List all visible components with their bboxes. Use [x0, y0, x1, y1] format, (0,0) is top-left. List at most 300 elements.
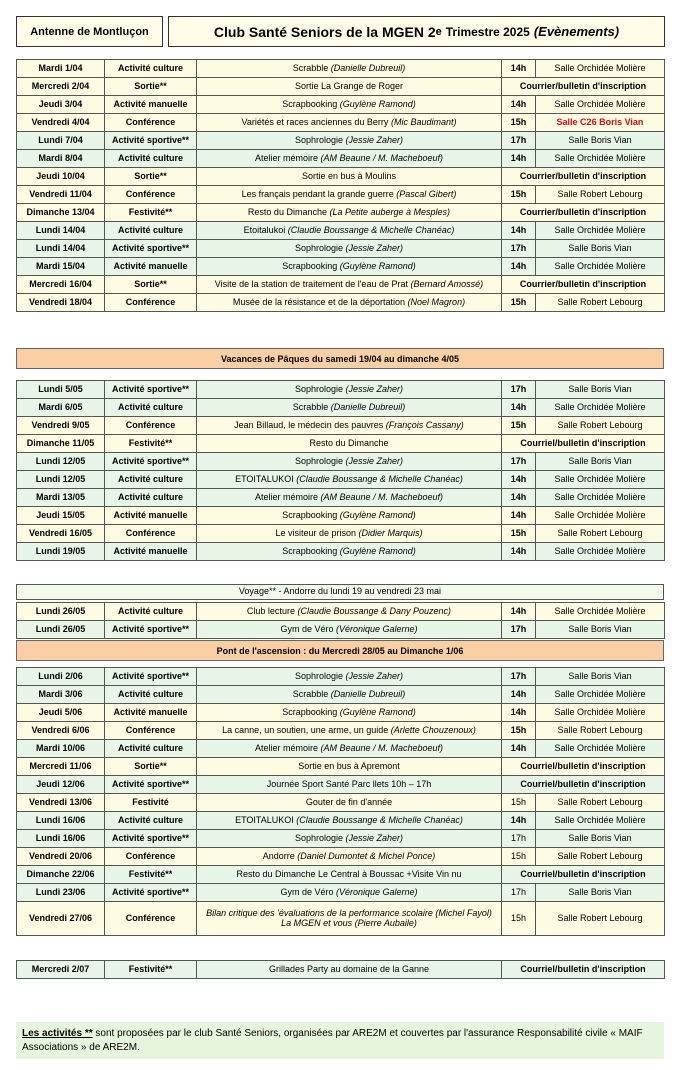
- row-activity: [197, 150, 502, 168]
- activity-title: Scrabble: [292, 401, 329, 412]
- row-activity: [197, 399, 502, 417]
- row-activity: [197, 686, 502, 704]
- activity-host: (Claudie Boussange & Michelle Chanéac): [296, 473, 463, 484]
- table-row: [17, 168, 665, 186]
- activity-title: Sophrologie: [294, 242, 343, 253]
- row-category: Conférence: [105, 417, 197, 435]
- activity-title: Sortie en bus à Moulins: [301, 170, 397, 181]
- row-time: 17h: [502, 453, 536, 471]
- activity-title: Variétés et races anciennes du Berry: [241, 116, 389, 127]
- table-row: [17, 621, 665, 639]
- row-day: Mardi 13/05: [17, 489, 105, 507]
- row-category: Activité culture: [105, 489, 197, 507]
- activity-title: Etoitalukoi: [243, 224, 286, 235]
- table-row: [17, 902, 665, 936]
- row-day: Vendredi 13/06: [17, 794, 105, 812]
- activity-title: Musée de la résistance et de la déportation: [232, 296, 406, 307]
- row-activity: [197, 258, 502, 276]
- row-time: 14h: [502, 686, 536, 704]
- row-category: Conférence: [105, 848, 197, 866]
- row-activity: [197, 114, 502, 132]
- table-row: [17, 276, 665, 294]
- row-category: Activité culture: [105, 686, 197, 704]
- row-category: Conférence: [105, 525, 197, 543]
- table-row: [17, 240, 665, 258]
- activity-host: (AM Beaune / M. Macheboeuf): [320, 491, 444, 502]
- activity-title: ETOITALUKOI: [235, 473, 294, 484]
- activity-title: Sophrologie: [294, 134, 343, 145]
- row-time: 14h: [502, 740, 536, 758]
- row-category: Activité sportive**: [105, 668, 197, 686]
- row-place: Salle Boris Vian: [536, 132, 665, 150]
- row-place: Salle Robert Lebourg: [536, 294, 665, 312]
- footer-bold: Les activités **: [22, 1028, 93, 1039]
- row-place: Salle Robert Lebourg: [536, 848, 665, 866]
- row-time: 15h: [502, 114, 536, 132]
- row-place: Salle Boris Vian: [536, 240, 665, 258]
- row-activity: [197, 776, 502, 794]
- table-row: [17, 722, 665, 740]
- row-day: Mardi 10/06: [17, 740, 105, 758]
- row-activity: [197, 186, 502, 204]
- row-day: Mardi 8/04: [17, 150, 105, 168]
- activity-host: (Guylène Ramond): [339, 98, 416, 109]
- table-row: [17, 758, 665, 776]
- activity-title: Scrabble: [292, 62, 329, 73]
- row-activity: [197, 417, 502, 435]
- activity-host: (Danielle Dubreuil): [330, 62, 406, 73]
- row-place: Salle Orchidée Molière: [536, 812, 665, 830]
- row-day: Lundi 16/06: [17, 830, 105, 848]
- activity-host: (Véronique Galerne): [336, 623, 418, 634]
- row-day: Lundi 16/06: [17, 812, 105, 830]
- row-day: Dimanche 22/06: [17, 866, 105, 884]
- activity-title: Sophrologie: [294, 383, 343, 394]
- row-activity: [197, 758, 502, 776]
- row-day: Jeudi 10/04: [17, 168, 105, 186]
- row-place: Salle Robert Lebourg: [536, 417, 665, 435]
- row-place: Salle Robert Lebourg: [536, 902, 665, 936]
- row-activity: [197, 78, 502, 96]
- row-category: Conférence: [105, 186, 197, 204]
- row-time: 14h: [502, 543, 536, 561]
- row-activity: [197, 603, 502, 621]
- activity-title: Scrabble: [292, 688, 329, 699]
- row-time: 14h: [502, 222, 536, 240]
- row-day: Vendredi 16/05: [17, 525, 105, 543]
- row-activity: [197, 96, 502, 114]
- row-time: 14h: [502, 399, 536, 417]
- row-day: Mardi 1/04: [17, 60, 105, 78]
- row-activity: [197, 240, 502, 258]
- row-category: Activité sportive**: [105, 884, 197, 902]
- row-place: Salle Boris Vian: [536, 453, 665, 471]
- title-events: (Evènements): [533, 24, 620, 39]
- row-time: 14h: [502, 704, 536, 722]
- row-activity: [197, 543, 502, 561]
- activity-title: Scrapbooking: [282, 98, 338, 109]
- row-registration: Courrier/bulletin d'inscription: [502, 204, 665, 222]
- row-day: Mercredi 11/06: [17, 758, 105, 776]
- row-activity: [197, 525, 502, 543]
- row-time: 14h: [502, 603, 536, 621]
- row-place: Salle C26 Boris Vian: [536, 114, 665, 132]
- row-category: Conférence: [105, 902, 197, 936]
- footer-text: sont proposées par le club Santé Seniors, organisées par ARE2M et couvertes par l'assurance Responsabilité civile « MAIF Associations » de ARE2M.: [22, 1028, 643, 1053]
- table-row: [17, 471, 665, 489]
- activity-title: Sophrologie: [294, 670, 343, 681]
- activity-host: (Mic Baudimant): [390, 116, 457, 127]
- row-category: Activité culture: [105, 812, 197, 830]
- table-row: [17, 453, 665, 471]
- activity-title: Sortie La Grange de Roger: [294, 80, 404, 91]
- row-registration: Courriel/bulletin d'inscription: [502, 758, 665, 776]
- table-row: [17, 132, 665, 150]
- activity-title: Atelier mémoire: [254, 491, 318, 502]
- table-row: [17, 866, 665, 884]
- activity-host: (Jessie Zaher): [345, 383, 404, 394]
- activity-host: (Danielle Dubreuil): [330, 401, 406, 412]
- row-day: Mercredi 16/04: [17, 276, 105, 294]
- row-place: Salle Boris Vian: [536, 884, 665, 902]
- row-time: 14h: [502, 489, 536, 507]
- row-place: Salle Orchidée Molière: [536, 258, 665, 276]
- row-category: Activité culture: [105, 222, 197, 240]
- row-category: Activité culture: [105, 740, 197, 758]
- activity-host: (La Petite auberge à Mesples): [329, 206, 451, 217]
- row-activity: [197, 507, 502, 525]
- row-place: Salle Orchidée Molière: [536, 704, 665, 722]
- footer-note: [16, 1022, 664, 1059]
- row-registration: Courrier/bulletin d'inscription: [502, 78, 665, 96]
- activity-line-1: Bilan critique des 'évaluations de la performance scolaire (Michel Fayol): [206, 908, 492, 919]
- row-activity: [197, 848, 502, 866]
- row-category: Activité manuelle: [105, 96, 197, 114]
- row-day: Lundi 7/04: [17, 132, 105, 150]
- row-time: 17h: [502, 884, 536, 902]
- row-place: Salle Boris Vian: [536, 381, 665, 399]
- activity-title: Gouter de fin d'année: [305, 796, 393, 807]
- row-time: 17h: [502, 668, 536, 686]
- row-day: Lundi 19/05: [17, 543, 105, 561]
- row-time: 14h: [502, 507, 536, 525]
- row-day: Lundi 23/06: [17, 884, 105, 902]
- table-row: [17, 603, 665, 621]
- row-place: Salle Orchidée Molière: [536, 543, 665, 561]
- row-category: Activité sportive**: [105, 453, 197, 471]
- row-activity: [197, 902, 502, 936]
- row-time: 15h: [502, 722, 536, 740]
- row-category: Sortie**: [105, 168, 197, 186]
- table-row: [17, 525, 665, 543]
- row-day: Vendredi 4/04: [17, 114, 105, 132]
- activity-title: Resto du Dimanche Le Central à Boussac +Visite Vin nu: [236, 868, 462, 879]
- row-activity: [197, 830, 502, 848]
- may-table: [16, 380, 665, 561]
- table-row: [17, 776, 665, 794]
- row-time: 14h: [502, 471, 536, 489]
- activity-title: ETOITALUKOI: [235, 814, 294, 825]
- activity-host: (Claudie Boussange & Michelle Chanéac): [287, 224, 455, 235]
- row-category: Sortie**: [105, 276, 197, 294]
- holiday-easter: [16, 348, 664, 369]
- row-place: Salle Boris Vian: [536, 668, 665, 686]
- activity-title: Gym de Véro: [280, 886, 334, 897]
- row-place: Salle Orchidée Molière: [536, 603, 665, 621]
- activity-title: Jean Billaud, le médecin des pauvres: [234, 419, 384, 430]
- activity-title: Sophrologie: [294, 455, 343, 466]
- row-category: Activité manuelle: [105, 543, 197, 561]
- row-place: Salle Orchidée Molière: [536, 686, 665, 704]
- table-row: [17, 507, 665, 525]
- table-row: [17, 186, 665, 204]
- activity-title: Visite de la station de traitement de l'eau de Prat: [214, 278, 408, 289]
- activity-host: (Claudie Boussange & Michelle Chanéac): [296, 814, 463, 825]
- row-place: Salle Robert Lebourg: [536, 186, 665, 204]
- row-day: Dimanche 13/04: [17, 204, 105, 222]
- activity-title: Le visiteur de prison: [275, 527, 356, 538]
- row-activity: [197, 866, 502, 884]
- row-time: 17h: [502, 381, 536, 399]
- activity-title: Sortie en bus à Apremont: [298, 760, 400, 771]
- row-activity: [197, 884, 502, 902]
- voyage-row: Voyage** - Andorre du lundi 19 au vendredi 23 mai: [17, 585, 664, 600]
- row-time: 14h: [502, 60, 536, 78]
- table-row: [17, 812, 665, 830]
- row-activity: [197, 435, 502, 453]
- row-activity: Grillades Party au domaine de la Ganne: [197, 961, 502, 979]
- activity-title: Resto du Dimanche: [309, 437, 389, 448]
- row-registration: Courriel/bulletin d'inscription: [502, 961, 665, 979]
- row-day: Jeudi 12/06: [17, 776, 105, 794]
- row-day: Vendredi 27/06: [17, 902, 105, 936]
- row-category: Activité sportive**: [105, 776, 197, 794]
- row-activity: [197, 222, 502, 240]
- activity-title: Scrapbooking: [282, 545, 338, 556]
- row-activity: [197, 381, 502, 399]
- row-time: 15h: [502, 902, 536, 936]
- table-row: [17, 78, 665, 96]
- row-activity: [197, 132, 502, 150]
- row-category: Activité manuelle: [105, 507, 197, 525]
- row-category: Sortie**: [105, 78, 197, 96]
- row-time: 15h: [502, 525, 536, 543]
- row-day: Lundi 14/04: [17, 222, 105, 240]
- row-day: Lundi 12/05: [17, 453, 105, 471]
- row-time: 15h: [502, 417, 536, 435]
- holiday-ascension: [16, 640, 664, 661]
- activity-host: (Jessie Zaher): [345, 670, 404, 681]
- row-category: Activité culture: [105, 150, 197, 168]
- table-row: [17, 884, 665, 902]
- row-category: Festivité**: [105, 435, 197, 453]
- row-day: Lundi 26/05: [17, 621, 105, 639]
- activity-host: (Jessie Zaher): [345, 832, 404, 843]
- row-day: Vendredi 11/04: [17, 186, 105, 204]
- activity-title: Club lecture: [246, 605, 295, 616]
- row-time: 15h: [502, 848, 536, 866]
- row-place: Salle Orchidée Molière: [536, 96, 665, 114]
- row-category: Conférence: [105, 722, 197, 740]
- row-activity: [197, 668, 502, 686]
- activity-host: (Guylène Ramond): [339, 260, 416, 271]
- activity-host: (Guylène Ramond): [339, 509, 416, 520]
- title-main: Club Santé Seniors de la MGEN 2: [213, 23, 436, 40]
- row-day: Dimanche 11/05: [17, 435, 105, 453]
- row-activity: [197, 489, 502, 507]
- row-category: Activité culture: [105, 471, 197, 489]
- activity-title: Les français pendant la grande guerre: [241, 188, 394, 199]
- row-day: Jeudi 3/04: [17, 96, 105, 114]
- row-day: Lundi 12/05: [17, 471, 105, 489]
- row-activity: [197, 621, 502, 639]
- table-row: [17, 399, 665, 417]
- row-day: Lundi 2/06: [17, 668, 105, 686]
- page-title: [168, 16, 665, 47]
- row-category: Activité sportive**: [105, 830, 197, 848]
- row-activity: [197, 294, 502, 312]
- table-row: [17, 222, 665, 240]
- row-place: Salle Boris Vian: [536, 830, 665, 848]
- row-category: Activité sportive**: [105, 621, 197, 639]
- row-day: Vendredi 6/06: [17, 722, 105, 740]
- row-day: Mardi 6/05: [17, 399, 105, 417]
- row-registration: Courrier/bulletin d'inscription: [502, 168, 665, 186]
- row-day: Mardi 15/04: [17, 258, 105, 276]
- activity-host: (Jessie Zaher): [345, 242, 404, 253]
- activity-host: (Claudie Boussange & Dany Pouzenc): [297, 605, 452, 616]
- activity-title: Scrapbooking: [282, 706, 338, 717]
- row-day: Mercredi 2/07: [17, 961, 105, 979]
- row-day: Vendredi 20/06: [17, 848, 105, 866]
- activity-title: Scrapbooking: [282, 260, 338, 271]
- activity-title: Atelier mémoire: [254, 152, 318, 163]
- row-category: Festivité**: [105, 204, 197, 222]
- row-activity: [197, 60, 502, 78]
- row-place: Salle Robert Lebourg: [536, 525, 665, 543]
- row-registration: Courriel/bulletin d'inscription: [502, 435, 665, 453]
- title-trimester: Trimestre 2025: [445, 24, 530, 39]
- activity-host: (Arlette Chouzenoux): [390, 724, 476, 735]
- row-day: Vendredi 18/04: [17, 294, 105, 312]
- row-registration: Courrier/bulletin d'inscription: [502, 276, 665, 294]
- row-category: Activité manuelle: [105, 258, 197, 276]
- holiday-ascension-text: Pont de l'ascension : du Mercredi 28/05 au Dimanche 1/06: [216, 645, 464, 656]
- row-time: 14h: [502, 812, 536, 830]
- table-row: [17, 114, 665, 132]
- activity-title: Andorre: [262, 850, 295, 861]
- table-row: [17, 686, 665, 704]
- row-activity: [197, 204, 502, 222]
- row-category: Conférence: [105, 294, 197, 312]
- activity-host: (AM Beaune / M. Macheboeuf): [320, 742, 444, 753]
- activity-title: La canne, un soutien, une arme, un guide: [222, 724, 389, 735]
- row-activity: [197, 722, 502, 740]
- row-day: Lundi 26/05: [17, 603, 105, 621]
- row-day: Mardi 3/06: [17, 686, 105, 704]
- row-place: Salle Boris Vian: [536, 621, 665, 639]
- activity-host: (Jessie Zaher): [345, 455, 404, 466]
- activity-title: Scrapbooking: [282, 509, 338, 520]
- row-activity: [197, 453, 502, 471]
- april-table: [16, 59, 665, 312]
- table-row: [17, 417, 665, 435]
- row-time: 17h: [502, 830, 536, 848]
- row-place: Salle Orchidée Molière: [536, 60, 665, 78]
- activity-host: (Véronique Galerne): [336, 886, 418, 897]
- table-row: [17, 830, 665, 848]
- voyage-table: [16, 584, 664, 600]
- row-place: Salle Orchidée Molière: [536, 740, 665, 758]
- table-row: [17, 60, 665, 78]
- table-row: [17, 204, 665, 222]
- row-category: Activité manuelle: [105, 704, 197, 722]
- table-row: [17, 961, 665, 979]
- table-row: [17, 258, 665, 276]
- row-category: Festivité**: [105, 866, 197, 884]
- row-time: 15h: [502, 186, 536, 204]
- row-activity: [197, 794, 502, 812]
- row-category: Activité culture: [105, 603, 197, 621]
- row-category: Sortie**: [105, 758, 197, 776]
- activity-title: Gym de Véro: [280, 623, 334, 634]
- table-row: [17, 96, 665, 114]
- table-row: [17, 150, 665, 168]
- activity-host: (Jessie Zaher): [345, 134, 404, 145]
- row-day: Lundi 14/04: [17, 240, 105, 258]
- row-category: Activité sportive**: [105, 132, 197, 150]
- table-row: [17, 668, 665, 686]
- row-category: Festivité**: [105, 961, 197, 979]
- activity-title: Resto du Dimanche: [247, 206, 327, 217]
- holiday-easter-text: Vacances de Pâques du samedi 19/04 au dimanche 4/05: [220, 353, 460, 364]
- row-time: 15h: [502, 794, 536, 812]
- table-row: [17, 543, 665, 561]
- row-place: Salle Orchidée Molière: [536, 222, 665, 240]
- table-row: [17, 435, 665, 453]
- activity-host: (Guylène Ramond): [339, 706, 416, 717]
- row-category: Activité culture: [105, 60, 197, 78]
- activity-host: (François Cassany): [385, 419, 464, 430]
- row-time: 17h: [502, 621, 536, 639]
- row-registration: Courriel/bulletin d'inscription: [502, 866, 665, 884]
- july-table: [16, 960, 665, 979]
- row-day: Jeudi 5/06: [17, 704, 105, 722]
- activity-host: (Guylène Ramond): [339, 545, 416, 556]
- activity-line-2: La MGEN et vous (Pierre Aubaile): [281, 917, 417, 928]
- may2-table: [16, 602, 665, 639]
- row-day: Vendredi 9/05: [17, 417, 105, 435]
- row-place: Salle Orchidée Molière: [536, 471, 665, 489]
- activity-host: (Didier Marquis): [358, 527, 423, 538]
- table-row: [17, 489, 665, 507]
- row-time: 17h: [502, 132, 536, 150]
- row-place: Salle Orchidée Molière: [536, 399, 665, 417]
- row-registration: Courriel/bulletin d'inscription: [502, 776, 665, 794]
- row-activity: [197, 276, 502, 294]
- antenne-label: [16, 16, 163, 47]
- activity-title: Sophrologie: [294, 832, 343, 843]
- table-row: [17, 381, 665, 399]
- activity-host: (Danielle Dubreuil): [330, 688, 406, 699]
- row-time: 14h: [502, 96, 536, 114]
- activity-title: Atelier mémoire: [254, 742, 318, 753]
- table-row: [17, 740, 665, 758]
- activity-host: (Noel Magron): [407, 296, 466, 307]
- row-activity: [197, 471, 502, 489]
- june-table: [16, 667, 665, 936]
- row-time: 15h: [502, 294, 536, 312]
